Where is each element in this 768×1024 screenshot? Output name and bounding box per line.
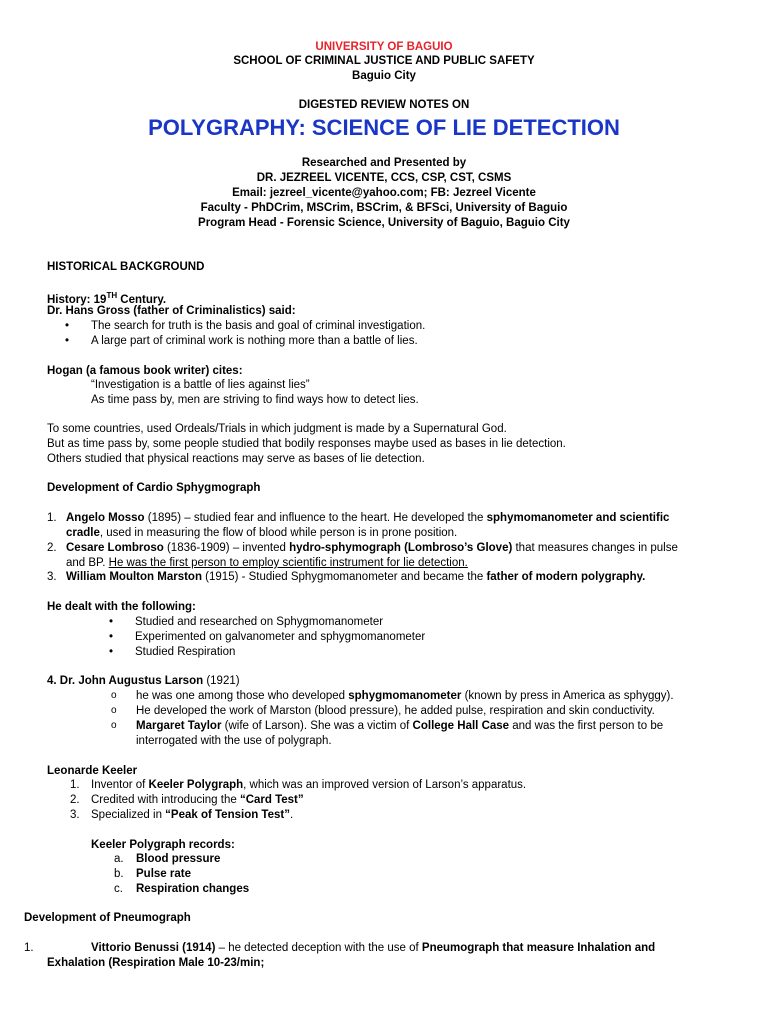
item1-name: Angelo Mosso [66, 512, 145, 524]
item1-cradle: cradle [66, 527, 100, 539]
benussi-rest: – he detected deception with the use of [215, 942, 422, 954]
keeler-item-3-bold: “Peak of Tension Test” [165, 809, 290, 821]
item2-bold: hydro-sphymograph (Lombroso’s Glove) [289, 542, 513, 554]
dealt-bullet-3: • Studied Respiration [135, 645, 235, 659]
benussi-bold: Pneumograph that measure Inhalation and [421, 942, 656, 954]
author-name: DR. JEZREEL VICENTE, CCS, CSP, CST, CSMS [256, 172, 512, 184]
larson-b3-line2: interrogated with the use of polygraph. [136, 735, 332, 747]
keeler-item-2 [91, 793, 304, 807]
records-item-a: Blood pressure [136, 853, 221, 865]
item1-line2 [66, 526, 457, 540]
digested-label: DIGESTED REVIEW NOTES ON [298, 99, 470, 111]
records-item-b: Pulse rate [136, 868, 191, 880]
item2-line2 [66, 556, 468, 570]
keeler-item-1-pre: Inventor of [91, 779, 149, 791]
item1-line1 [66, 511, 669, 525]
records-item-a-number: a. [114, 853, 124, 865]
benussi-name: Vittorio Benussi (1914) [91, 942, 216, 954]
item3-name: William Moulton Marston [66, 571, 202, 583]
item2-underlined: He was the first person to employ scientific instrument for lie detection. [108, 557, 468, 569]
item1-line2-rest: , used in measuring the flow of blood while person is in prone position. [99, 527, 458, 539]
keeler-item-3-pre: Specialized in [91, 809, 166, 821]
keeler-item-1-bold: Keeler Polygraph [148, 779, 244, 791]
author-email: Email: jezreel_vicente@yahoo.com; FB: Jezreel Vicente [232, 187, 536, 199]
gross-heading: Dr. Hans Gross (father of Criminalistics) said: [47, 305, 296, 317]
paragraph-line-2: But as time pass by, some people studied that bodily responses maybe used as bases in lie detection. [47, 438, 566, 450]
keeler-item-2-bold: “Card Test” [239, 794, 304, 806]
records-item-c: Respiration changes [136, 883, 250, 895]
keeler-item-3-post: . [289, 809, 294, 821]
records-heading: Keeler Polygraph records: [91, 839, 235, 851]
larson-year: (1921) [203, 675, 240, 687]
item2-name: Cesare Lombroso [66, 542, 164, 554]
hogan-quote: “Investigation is a battle of lies against lies” [91, 379, 310, 391]
keeler-item-3 [91, 808, 293, 822]
larson-b3-end: and was the first person to be [509, 720, 664, 732]
benussi-line1 [91, 941, 655, 955]
history-sup: TH [106, 291, 118, 300]
author-program: Program Head - Forensic Science, University of Baguio, Baguio City [198, 217, 570, 229]
paragraph-line-3: Others studied that physical reactions may serve as bases of lie detection. [47, 453, 425, 465]
larson-b3-bold2: College Hall Case [412, 720, 510, 732]
item2-rest2: that measures changes in pulse [512, 542, 678, 554]
item2-number: 2. [47, 542, 57, 554]
dealt-heading: He dealt with the following: [47, 601, 196, 613]
records-item-c-number: c. [114, 883, 123, 895]
city-name: Baguio City [352, 70, 416, 82]
larson-heading [47, 674, 240, 688]
document-title: POLYGRAPHY: SCIENCE OF LIE DETECTION [148, 115, 620, 140]
history-prefix: History: 19 [47, 293, 107, 306]
larson-bullet-2: o He developed the work of Marston (blood pressure), he added pulse, respiration and skin conductivity. [136, 704, 655, 718]
keeler-item-2-pre: Credited with introducing the [91, 794, 240, 806]
larson-name: 4. Dr. John Augustus Larson [47, 675, 204, 687]
author-faculty: Faculty - PhDCrim, MSCrim, BSCrim, & BFSci, University of Baguio [200, 202, 568, 214]
keeler-item-1 [91, 778, 526, 792]
records-item-b-number: b. [114, 868, 124, 880]
item2-rest: (1836-1909) – invented [163, 542, 290, 554]
school-name: SCHOOL OF CRIMINAL JUSTICE AND PUBLIC SAFETY [233, 55, 535, 67]
university-name: UNIVERSITY OF BAGUIO [315, 41, 453, 53]
larson-b3-mid: (wife of Larson). She was a victim of [221, 720, 413, 732]
cardio-heading: Development of Cardio Sphygmograph [47, 482, 261, 494]
dealt-bullet-2: • Experimented on galvanometer and sphygmomanometer [135, 630, 425, 644]
item2-line2-start: and BP. [66, 557, 109, 569]
hogan-heading: Hogan (a famous book writer) cites: [47, 365, 243, 377]
larson-b3-bold: Margaret Taylor [136, 720, 222, 732]
keeler-item-2-number: 2. [70, 794, 80, 806]
pneumo-heading: Development of Pneumograph [24, 912, 191, 924]
item1-rest: (1895) – studied fear and influence to the heart. He developed the [144, 512, 487, 524]
larson-bullet-1 [136, 689, 674, 703]
history-suffix: Century. [117, 293, 167, 306]
larson-bullet-3 [136, 719, 663, 733]
keeler-item-1-number: 1. [70, 779, 80, 791]
keeler-item-1-post: , which was an improved version of Larson’s apparatus. [243, 779, 527, 791]
hogan-line2: As time pass by, men are striving to find ways how to detect lies. [91, 394, 419, 406]
section-heading-historical: HISTORICAL BACKGROUND [47, 261, 205, 273]
benussi-line2: Exhalation (Respiration Male 10-23/min; [47, 957, 265, 969]
item2-line1 [66, 541, 678, 555]
larson-b1-post: (known by press in America as sphyggy). [461, 690, 674, 702]
researched-label: Researched and Presented by [301, 157, 467, 169]
larson-b1-pre: he was one among those who developed [136, 690, 349, 702]
gross-bullet-2: • A large part of criminal work is nothing more than a battle of lies. [91, 334, 418, 348]
benussi-number: 1. [24, 942, 34, 954]
item1-bold: sphymomanometer and scientific [486, 512, 670, 524]
paragraph-line-1: To some countries, used Ordeals/Trials in which judgment is made by a Supernatural God. [47, 423, 507, 435]
item3-line1 [66, 570, 645, 584]
keeler-heading: Leonarde Keeler [47, 765, 138, 777]
dealt-bullet-1: • Studied and researched on Sphygmomanometer [135, 615, 383, 629]
item3-number: 3. [47, 571, 57, 583]
item3-bold: father of modern polygraphy. [486, 571, 646, 583]
item1-number: 1. [47, 512, 57, 524]
larson-b1-bold: sphygmomanometer [348, 690, 462, 702]
item3-rest: (1915) - Studied Sphygmomanometer and became the [201, 571, 487, 583]
keeler-item-3-number: 3. [70, 809, 80, 821]
gross-bullet-1: • The search for truth is the basis and goal of criminal investigation. [91, 319, 425, 333]
